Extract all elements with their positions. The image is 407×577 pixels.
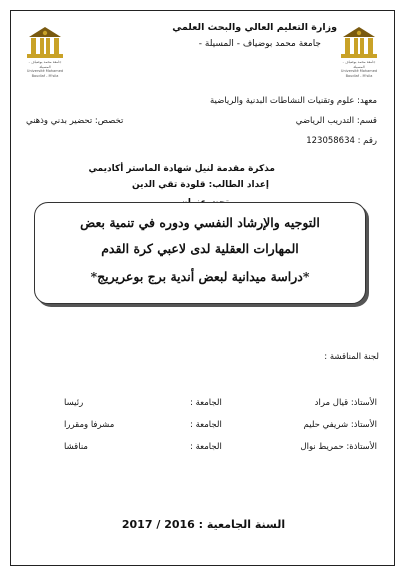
university-name: جامعة محمد بوضياف - المسيلة - (198, 39, 321, 49)
member-3-name: الأستاذة: حمريط نوال (300, 442, 377, 452)
specialty-line: تخصص: تحضير بدني وذهني (26, 116, 124, 126)
logo-caption: جامعة محمد بوضياف - المسيلة Université Mohamed Boudiaf - M'sila (340, 60, 378, 78)
committee-heading: لجنة المناقشة : (324, 352, 379, 362)
member-3-affiliation: الجامعة : (190, 442, 222, 452)
institute-line: معهد: علوم وتقنيات النشاطات البدنية والرياضية (210, 96, 377, 106)
academic-year: السنة الجامعية : 2016 / 2017 (121, 518, 286, 531)
member-1-name: الأستاذ: قيال مراد (314, 398, 377, 408)
thesis-title-line-2: المهارات العقلية لدى لاعبي كرة القدم (101, 241, 299, 256)
ministry-name: وزارة التعليم العالي والبحث العلمي (172, 22, 337, 33)
thesis-title-box (34, 202, 366, 304)
member-2-role: مشرفا ومقررا (64, 420, 115, 430)
thesis-subtitle-line: *دراسة ميدانية لبعض أندية برج بوعريريج* (90, 269, 310, 284)
university-logo-left (23, 24, 67, 78)
logo-caption: جامعة محمد بوضياف - المسيلة Université Mohamed Boudiaf - M'sila (26, 60, 64, 78)
member-3-role: مناقشا (64, 442, 88, 452)
registration-number: رقم : 123058634 (306, 136, 377, 146)
degree-line: مذكرة مقدمة لنيل شهادة الماستر أكاديمي (88, 164, 275, 174)
author-line: إعداد الطالب: قلودة تقي الدين (131, 180, 269, 190)
member-1-role: رئيسا (64, 398, 84, 408)
member-2-name: الأستاذ: شريفي حليم (303, 420, 377, 430)
member-1-affiliation: الجامعة : (190, 398, 222, 408)
thesis-title-line-1: التوجيه والإرشاد النفسي ودوره في تنمية بعض (80, 215, 320, 230)
university-logo-right (337, 24, 381, 78)
department-line: قسم: التدريب الرياضي (295, 116, 377, 126)
member-2-affiliation: الجامعة : (190, 420, 222, 430)
university-emblem-icon (337, 24, 381, 60)
university-emblem-icon (23, 24, 67, 60)
